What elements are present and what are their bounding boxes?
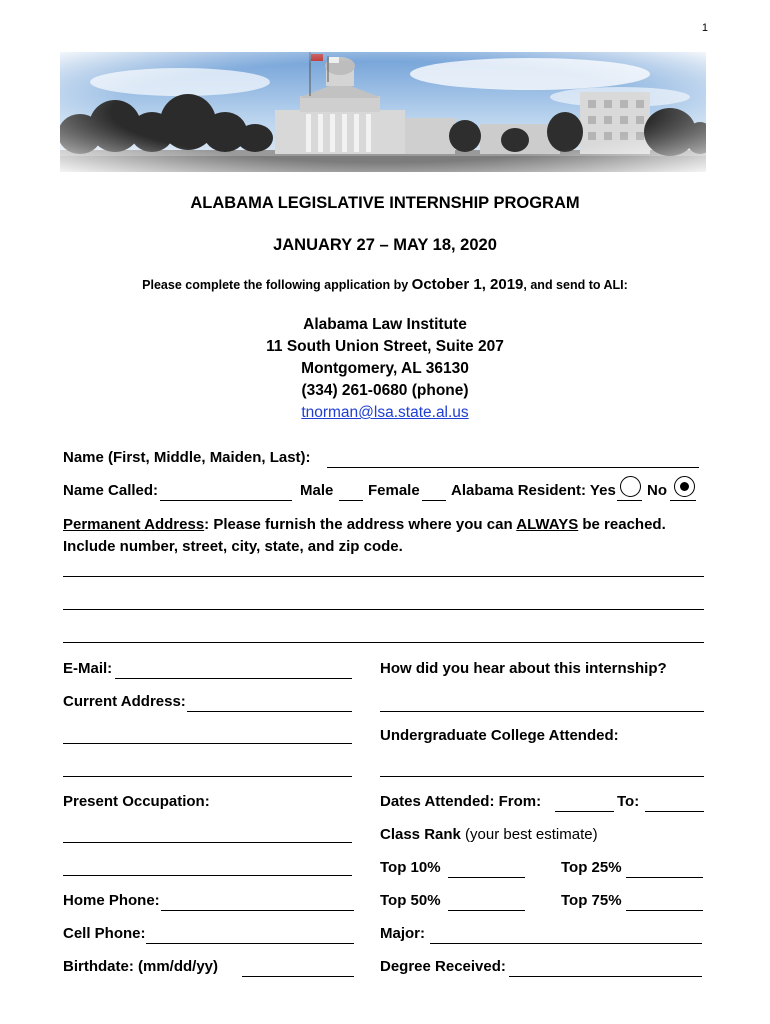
- degree-input-line[interactable]: [509, 976, 702, 977]
- birthdate-input-line[interactable]: [242, 976, 354, 977]
- resident-label: Alabama Resident: Yes: [451, 482, 616, 499]
- name-input-line[interactable]: [327, 467, 699, 468]
- capitol-building-banner: [60, 52, 706, 172]
- top25-input-line[interactable]: [626, 877, 703, 878]
- occupation-line-2[interactable]: [63, 875, 352, 876]
- address-city: Montgomery, AL 36130: [301, 360, 469, 377]
- hear-about-input-line[interactable]: [380, 711, 704, 712]
- home-phone-label: Home Phone:: [63, 892, 160, 909]
- major-label: Major:: [380, 925, 425, 942]
- instruction-line: [0, 276, 770, 293]
- birthdate-label: Birthdate: (mm/dd/yy): [63, 958, 219, 975]
- address-org: Alabama Law Institute: [303, 316, 467, 333]
- permanent-address-heading: [63, 516, 666, 533]
- dates-from-input-line[interactable]: [555, 811, 614, 812]
- resident-no-radio[interactable]: [674, 476, 695, 497]
- resident-yes-line: [617, 500, 642, 501]
- occupation-label: Present Occupation:: [63, 793, 210, 810]
- name-label: Name (First, Middle, Maiden, Last):: [63, 449, 311, 466]
- resident-no-label: No: [647, 482, 667, 499]
- instruction-suffix: , and send to ALI:: [523, 278, 628, 292]
- dates-attended-label: Dates Attended: From:: [380, 793, 542, 810]
- name-called-input-line[interactable]: [160, 500, 292, 501]
- name-called-label: Name Called:: [63, 482, 159, 499]
- resident-no-line: [670, 500, 696, 501]
- email-label: E-Mail:: [63, 660, 113, 677]
- current-address-line-2[interactable]: [63, 743, 352, 744]
- deadline-date: October 1, 2019: [411, 276, 524, 293]
- permanent-address-line-1[interactable]: [63, 576, 704, 577]
- program-dates: JANUARY 27 – MAY 18, 2020: [273, 236, 497, 254]
- top10-input-line[interactable]: [448, 877, 525, 878]
- permanent-address-line-2[interactable]: [63, 609, 704, 610]
- cell-phone-input-line[interactable]: [146, 943, 354, 944]
- permanent-address-text2: be reached.: [578, 516, 666, 533]
- dates-to-input-line[interactable]: [645, 811, 704, 812]
- program-title: ALABAMA LEGISLATIVE INTERNSHIP PROGRAM: [190, 194, 580, 212]
- college-input-line[interactable]: [380, 776, 704, 777]
- major-input-line[interactable]: [430, 943, 702, 944]
- top50-input-line[interactable]: [448, 910, 525, 911]
- class-rank-heading: [380, 826, 598, 843]
- address-street: 11 South Union Street, Suite 207: [266, 338, 504, 355]
- college-label: Undergraduate College Attended:: [380, 727, 619, 744]
- permanent-address-always: ALWAYS: [516, 516, 579, 533]
- male-input-line[interactable]: [339, 500, 363, 501]
- permanent-address-instruction: Include number, street, city, state, and zip code.: [63, 538, 403, 555]
- hear-about-label: How did you hear about this internship?: [380, 660, 667, 677]
- current-address-line-3[interactable]: [63, 776, 352, 777]
- dates-to-label: To:: [617, 793, 640, 810]
- class-rank-label: Class Rank: [380, 826, 461, 843]
- home-phone-input-line[interactable]: [161, 910, 354, 911]
- current-address-line-1[interactable]: [187, 711, 352, 712]
- email-input-line[interactable]: [115, 678, 352, 679]
- top25-label: Top 25%: [561, 859, 622, 876]
- female-label: Female: [368, 482, 420, 499]
- class-rank-hint: (your best estimate): [460, 826, 598, 843]
- top75-input-line[interactable]: [626, 910, 703, 911]
- permanent-address-line-3[interactable]: [63, 642, 704, 643]
- top75-label: Top 75%: [561, 892, 622, 909]
- address-phone: (334) 261-0680 (phone): [301, 382, 469, 399]
- degree-label: Degree Received:: [380, 958, 506, 975]
- occupation-line-1[interactable]: [63, 842, 352, 843]
- current-address-label: Current Address:: [63, 693, 186, 710]
- male-label: Male: [300, 482, 334, 499]
- instruction-prefix: Please complete the following application by: [142, 278, 412, 292]
- permanent-address-label: Permanent Address: [63, 516, 205, 533]
- top10-label: Top 10%: [380, 859, 441, 876]
- cell-phone-label: Cell Phone:: [63, 925, 146, 942]
- top50-label: Top 50%: [380, 892, 441, 909]
- female-input-line[interactable]: [422, 500, 446, 501]
- permanent-address-text1: : Please furnish the address where you can: [204, 516, 517, 533]
- page-number: 1: [701, 22, 708, 34]
- resident-yes-radio[interactable]: [620, 476, 641, 497]
- ali-email-link[interactable]: tnorman@lsa.state.al.us: [301, 404, 469, 421]
